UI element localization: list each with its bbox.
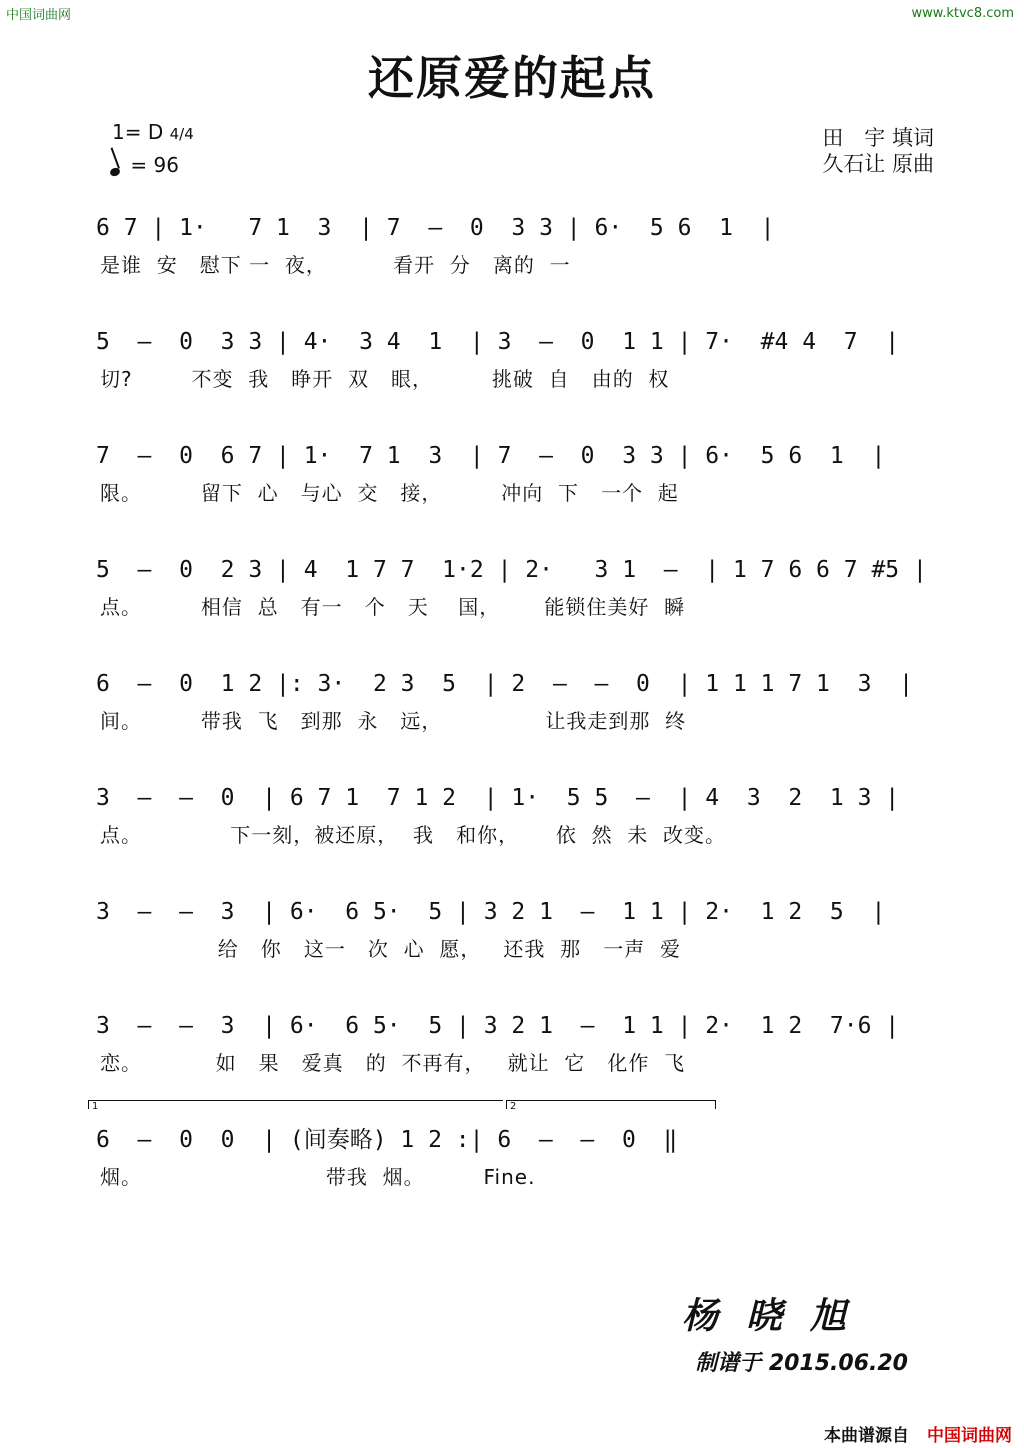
- source-prefix: 本曲谱源自: [824, 1426, 909, 1446]
- site-logo-left[interactable]: 中国词曲网: [6, 8, 72, 23]
- notation: 5 — 0 2 3 | 4 1 7 7 1·2 | 2· 3 1 — | 1 7 6 6 7 #5 |: [96, 557, 927, 583]
- lyrics: 点。 下一刻，被还原， 我 和你， 依 然 未 改变。: [100, 823, 727, 847]
- tempo-value: = 96: [130, 153, 179, 177]
- lyrics: 切? 不变 我 睁开 双 眼， 挑破 自 由的 权: [100, 367, 670, 391]
- lyrics: 给 你 这一 次 心 愿， 还我 那 一声 爱: [100, 937, 681, 961]
- tempo-marking: [110, 153, 179, 177]
- notation: 3 — — 0 | 6 7 1 7 1 2 | 1· 5 5 — | 4 3 2 1 3 |: [96, 785, 900, 811]
- notation: 3 — — 3 | 6· 6 5· 5 | 3 2 1 — 1 1 | 2· 1 2 5 |: [96, 899, 886, 925]
- notation: 5 — 0 3 3 | 4· 3 4 1 | 3 — 0 1 1 | 7· #4 4 7 |: [96, 329, 900, 355]
- lyrics: 是谁 安 慰下 一 夜， 看开 分 离的 一: [100, 253, 571, 277]
- lyricist-credit: 田 宇 填词: [822, 126, 934, 150]
- quarter-note-icon: [109, 167, 121, 178]
- arranger-signature: 杨晓旭: [681, 1295, 874, 1337]
- lyrics: 烟。 带我 烟。 Fine.: [100, 1165, 536, 1189]
- song-title: 还原爱的起点: [368, 51, 656, 105]
- key-label: 1= D: [112, 120, 164, 144]
- notation: 6 7 | 1· 7 1 3 | 7 — 0 3 3 | 6· 5 6 1 |: [96, 215, 775, 241]
- volta-bracket-1: 1: [88, 1100, 503, 1109]
- volta-bracket-2: 2: [506, 1100, 716, 1109]
- notation: 6 — 0 1 2 |: 3· 2 3 5 | 2 — — 0 | 1 1 1 7 1 3 |: [96, 671, 913, 697]
- site-url[interactable]: www.ktvc8.com: [911, 6, 1014, 21]
- lyrics: 限。 留下 心 与心 交 接， 冲向 下 一个 起: [100, 481, 679, 505]
- source-credit: [824, 1421, 1012, 1446]
- arrangement-date: 制谱于 2015.06.20: [695, 1351, 908, 1376]
- notation: 3 — — 3 | 6· 6 5· 5 | 3 2 1 — 1 1 | 2· 1 2 7·6 |: [96, 1013, 900, 1039]
- notation: 6 — 0 0 | (间奏略) 1 2 :| 6 — — 0 ‖: [96, 1127, 678, 1153]
- source-brand-link[interactable]: 中国词曲网: [927, 1426, 1012, 1446]
- composer-credit: 久石让 原曲: [822, 152, 934, 176]
- notation: 7 — 0 6 7 | 1· 7 1 3 | 7 — 0 3 3 | 6· 5 6 1 |: [96, 443, 886, 469]
- key-signature: [112, 120, 194, 144]
- lyrics: 间。 带我 飞 到那 永 远， 让我走到那 终: [100, 709, 687, 733]
- lyrics: 恋。 如 果 爱真 的 不再有， 就让 它 化作 飞: [100, 1051, 686, 1075]
- time-signature: 4/4: [169, 125, 194, 143]
- lyrics: 点。 相信 总 有一 个 天 国， 能锁住美好 瞬: [100, 595, 686, 619]
